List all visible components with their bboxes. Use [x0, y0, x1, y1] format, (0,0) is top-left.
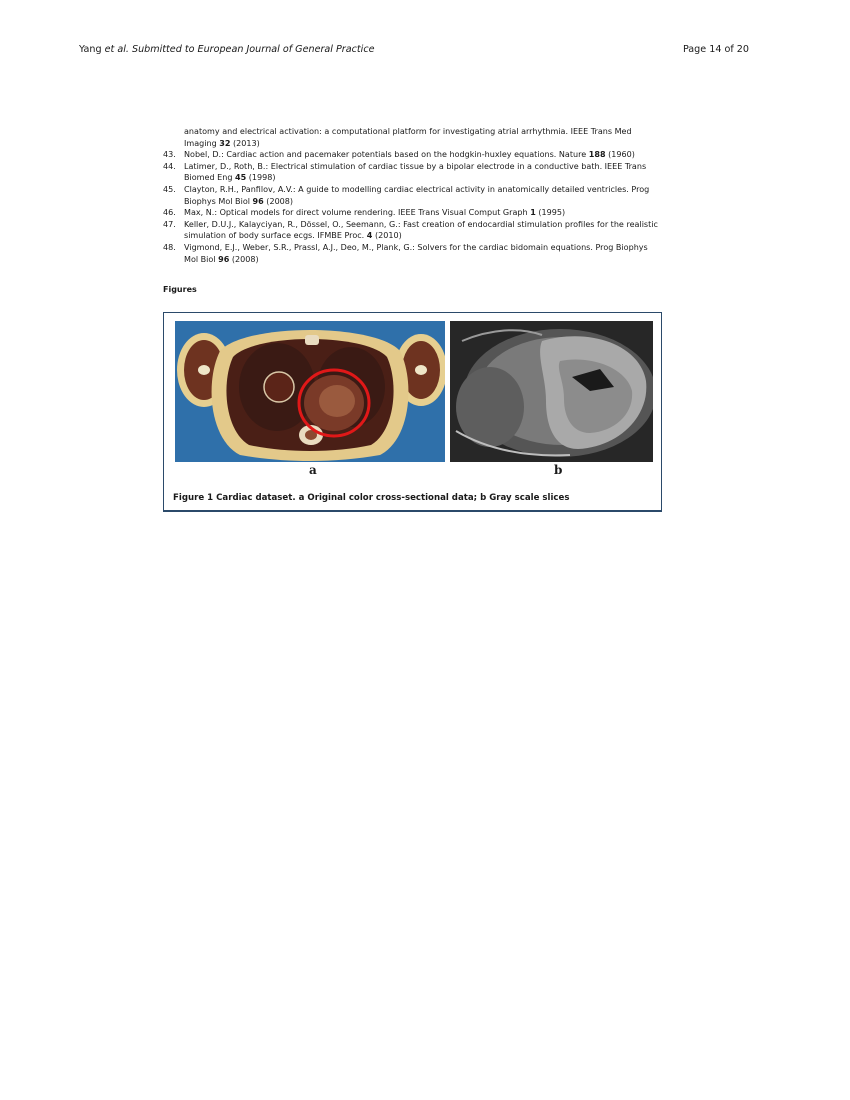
reference-volume: 1: [530, 208, 536, 218]
reference-text: anatomy and electrical activation: a computational platform for investigating atrial arrhythmia. IEEE Trans Med Imaging: [184, 127, 632, 148]
reference-number: 48.: [163, 242, 176, 252]
reference-number: 45.: [163, 184, 176, 194]
reference-number: 43.: [163, 150, 176, 160]
reference-volume: 4: [366, 231, 373, 241]
reference-text: Vigmond, E.J., Weber, S.R., Prassl, A.J., Deo, M., Plank, G.: Solvers for the cardiac bidomain equations. Prog Biophys Mol Biol: [184, 242, 648, 264]
reference-year: (1998): [246, 173, 276, 183]
reference-text: Nobel, D.: Cardiac action and pacemaker potentials based on the hodgkin-huxley equations. Nature: [184, 150, 589, 160]
running-header-left: [79, 44, 375, 55]
reference-item: [163, 242, 663, 265]
reference-item: [163, 126, 663, 149]
reference-item: [163, 161, 663, 184]
reference-year: (2013): [230, 138, 260, 148]
reference-year: (2008): [263, 196, 294, 206]
figure-caption: Figure 1 Cardiac dataset. a Original color cross-sectional data; b Gray scale slices: [173, 493, 570, 503]
color-cross-section-image: [175, 321, 445, 462]
reference-text: Latimer, D., Roth, B.: Electrical stimulation of cardiac tissue by a bipolar electrode in a conductive bath. IEEE Trans Biomed Eng: [184, 161, 647, 183]
reference-number: 44.: [163, 161, 176, 171]
reference-volume: 32: [219, 138, 231, 148]
reference-list: [163, 126, 663, 265]
panel-a-label: a: [309, 463, 317, 477]
page-number: Page 14 of 20: [682, 44, 749, 55]
header-journal: et al. Submitted to European Journal of General Practice: [104, 44, 375, 55]
reference-volume: 96: [218, 254, 230, 264]
reference-item: [163, 149, 663, 161]
reference-volume: 96: [252, 196, 264, 206]
reference-year: (2010): [372, 231, 402, 241]
reference-year: (1960): [605, 150, 635, 160]
reference-item: [163, 184, 663, 207]
grayscale-slice-image: [450, 321, 653, 462]
reference-item: [163, 219, 663, 242]
header-authors: Yang: [79, 44, 105, 55]
reference-volume: 45: [235, 173, 247, 183]
reference-year: (2008): [229, 254, 259, 264]
panel-b-label: b: [554, 463, 563, 477]
figure-1: [163, 312, 662, 512]
reference-text: Keller, D.U.J., Kalayciyan, R., Dössel, O., Seemann, G.: Fast creation of endocardial stimulation profiles for the realistic simulation of body surface ecgs. IFMBE Proc.: [184, 219, 658, 241]
figures-heading: Figures: [163, 285, 197, 294]
reference-item: [163, 207, 663, 219]
reference-text: Clayton, R.H., Panfilov, A.V.: A guide to modelling cardiac electrical activity in anatomically detailed ventricles. Prog Biophys Mol Biol: [184, 184, 650, 206]
reference-number: 47.: [163, 219, 176, 229]
reference-text: Max, N.: Optical models for direct volume rendering. IEEE Trans Visual Comput Graph: [184, 208, 531, 218]
reference-volume: 188: [588, 150, 606, 160]
reference-year: (1995): [535, 208, 566, 218]
reference-number: 46.: [163, 208, 176, 218]
